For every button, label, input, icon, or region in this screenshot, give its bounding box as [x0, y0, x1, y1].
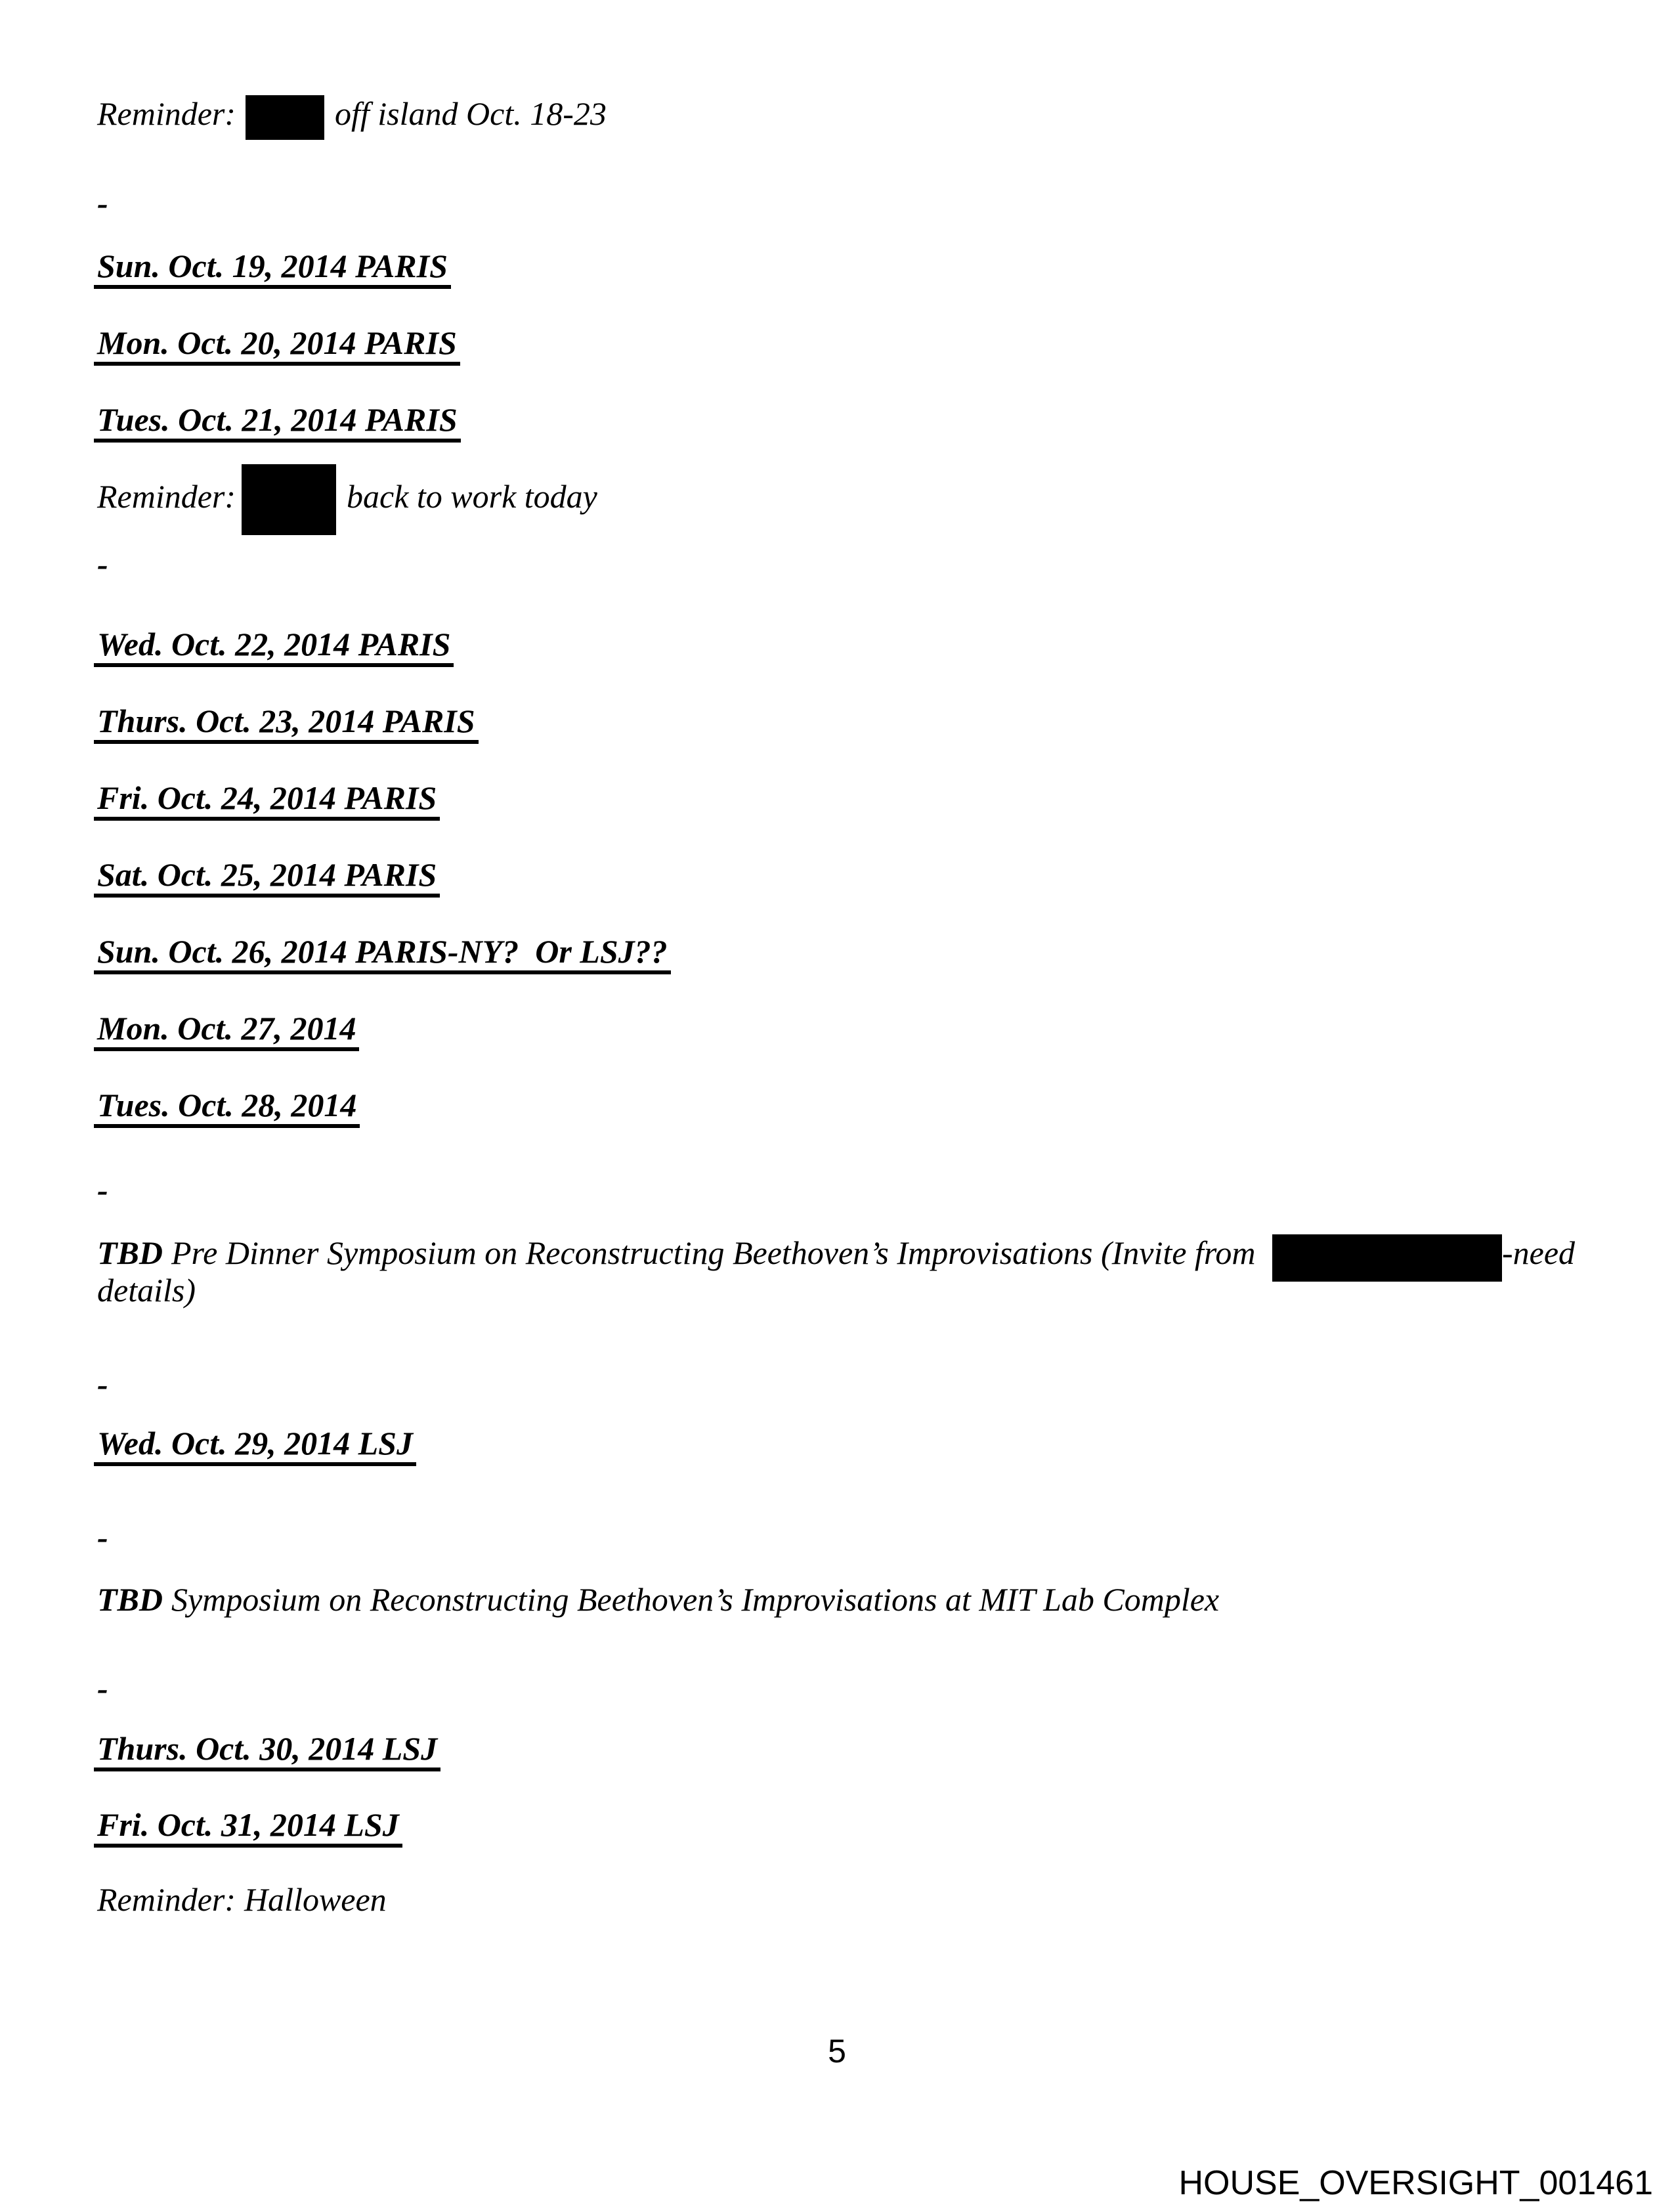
date-text: Wed. Oct. 22, 2014 PARIS — [94, 626, 454, 667]
dash-glyph: - — [97, 184, 108, 221]
date-text: Thurs. Oct. 23, 2014 PARIS — [94, 703, 479, 744]
bates-stamp: HOUSE_OVERSIGHT_001461 — [1178, 2164, 1653, 2202]
tbd-text: Symposium on Reconstructing Beethoven’s Improvisations at MIT Lab Complex — [171, 1581, 1220, 1618]
date-text: Tues. Oct. 28, 2014 — [94, 1087, 360, 1128]
redaction-box — [242, 464, 336, 535]
tbd-label: TBD — [97, 1234, 163, 1271]
dash-glyph: - — [97, 1670, 108, 1706]
reminder-line-back-to-work — [97, 478, 597, 515]
date-text: Mon. Oct. 20, 2014 PARIS — [94, 324, 460, 366]
tbd-pre-dinner-wrap-line — [97, 1272, 196, 1309]
dash-glyph: - — [97, 1171, 108, 1208]
dash-glyph: - — [97, 546, 108, 582]
redaction-box — [246, 95, 324, 140]
dash-glyph: - — [97, 1366, 108, 1402]
date-text: Fri. Oct. 31, 2014 LSJ — [94, 1806, 402, 1848]
date-text: Thurs. Oct. 30, 2014 LSJ — [94, 1730, 440, 1771]
page-number: 5 — [828, 2033, 846, 2070]
reminder-line-oct18 — [97, 95, 607, 133]
separator-dash — [97, 184, 108, 222]
date-heading-oct25 — [97, 856, 437, 898]
date-text: Tues. Oct. 21, 2014 PARIS — [94, 401, 461, 443]
date-heading-oct24 — [97, 779, 437, 821]
separator-dash — [97, 546, 108, 583]
date-text: Mon. Oct. 27, 2014 — [94, 1010, 359, 1051]
redaction-box — [1272, 1234, 1502, 1282]
reminder-label: Reminder: — [97, 478, 236, 515]
date-text: Sat. Oct. 25, 2014 PARIS — [94, 856, 440, 898]
date-text: Wed. Oct. 29, 2014 LSJ — [94, 1425, 416, 1466]
reminder-text: Halloween — [244, 1881, 387, 1918]
tbd-text-after: -need — [1502, 1234, 1576, 1271]
tbd-text-wrap: details) — [97, 1272, 196, 1309]
date-heading-oct22 — [97, 626, 450, 667]
reminder-line-halloween — [97, 1881, 387, 1919]
dash-glyph: - — [97, 1519, 108, 1555]
separator-dash — [97, 1171, 108, 1209]
separator-dash — [97, 1670, 108, 1707]
date-text: Sun. Oct. 26, 2014 PARIS-NY? Or LSJ?? — [94, 933, 671, 974]
date-heading-oct20 — [97, 324, 457, 366]
date-heading-oct28 — [97, 1087, 356, 1128]
reminder-text: off island Oct. 18-23 — [335, 95, 607, 132]
reminder-label: Reminder: — [97, 95, 236, 132]
date-heading-oct23 — [97, 703, 475, 744]
date-text: Sun. Oct. 19, 2014 PARIS — [94, 248, 451, 289]
date-heading-oct21 — [97, 401, 458, 443]
date-text: Fri. Oct. 24, 2014 PARIS — [94, 779, 440, 821]
date-heading-oct26 — [97, 933, 668, 974]
tbd-text: Pre Dinner Symposium on Reconstructing Beethoven’s Improvisations (Invite from — [171, 1234, 1256, 1271]
date-heading-oct27 — [97, 1010, 356, 1051]
separator-dash — [97, 1519, 108, 1556]
separator-dash — [97, 1366, 108, 1403]
tbd-label: TBD — [97, 1581, 163, 1618]
tbd-symposium-line — [97, 1581, 1219, 1618]
reminder-label: Reminder: — [97, 1881, 236, 1918]
date-heading-oct29 — [97, 1425, 413, 1466]
tbd-pre-dinner-line — [97, 1234, 1576, 1272]
date-heading-oct19 — [97, 248, 448, 289]
reminder-text: back to work today — [347, 478, 597, 515]
date-heading-oct31 — [97, 1806, 399, 1848]
date-heading-oct30 — [97, 1730, 437, 1771]
